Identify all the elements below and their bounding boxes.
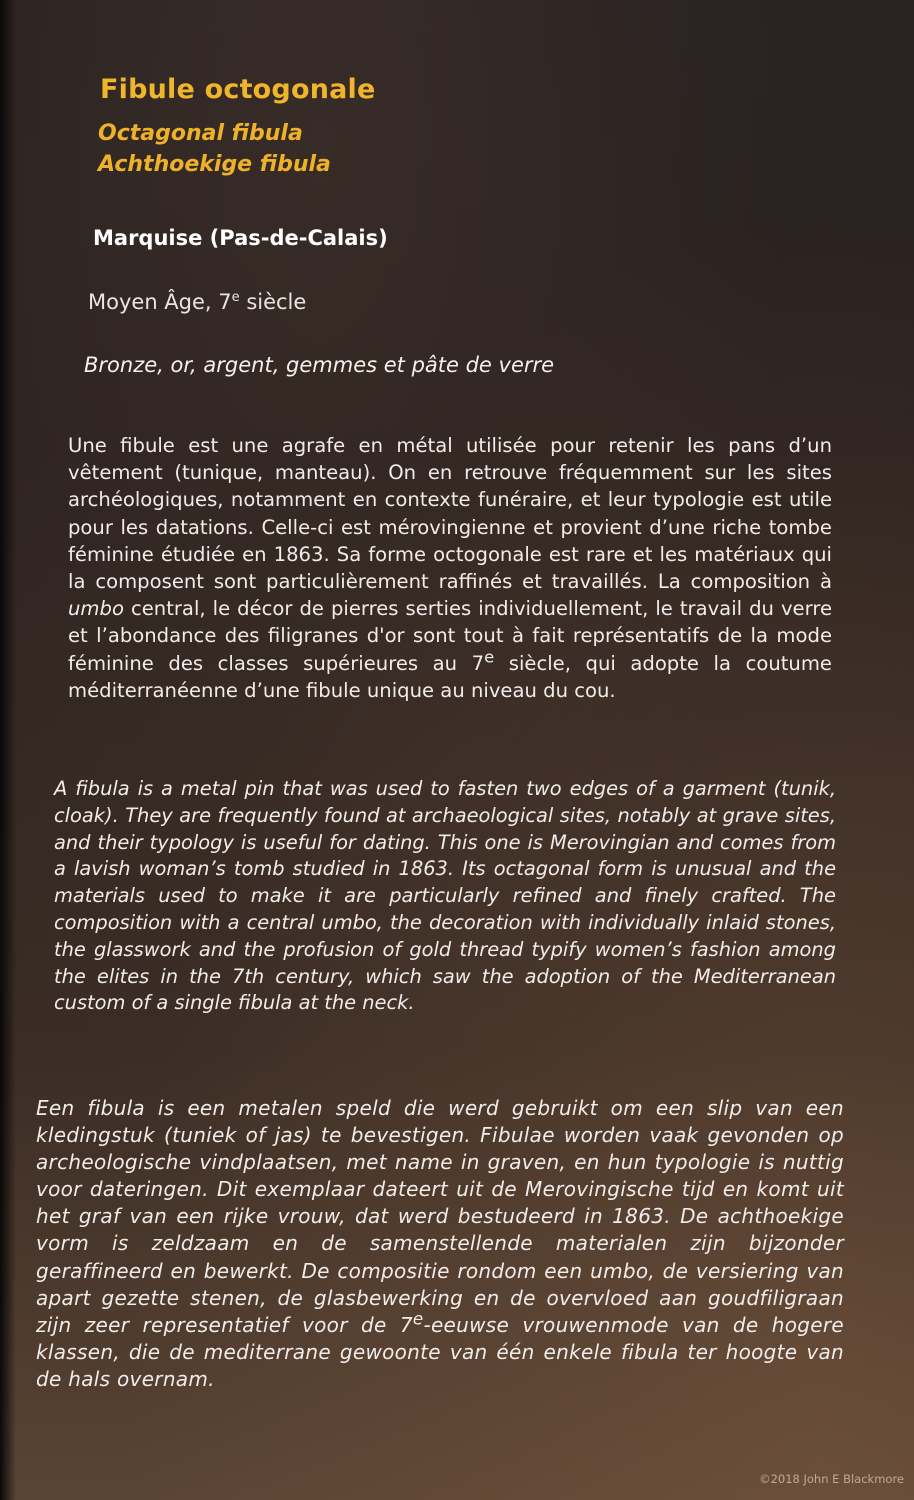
title-english: Octagonal fibula [98, 121, 303, 146]
fr-text-start: Une fibule est une agrafe en métal utilisée pour retenir les pans d’un vêtement (tunique, manteau). On en retrouve fréquemment sur les sites archéologiques, notamment en contexte funéraire, et leur typologie est utile pour les datations. Celle-ci est mérovingienne et provient d’une riche tombe féminine étudiée en 1863. Sa forme octogonale est rare et les matériaux qui la composent sont particulièrement raffinés et travaillés. La composition à [68, 434, 832, 594]
period-rest: siècle [239, 290, 307, 314]
fr-text-middle: central, le décor de pierres serties individuellement, le travail du verre et l’abondance des filigranes d'or sont tout à fait représentatifs de la mode féminine des classes supérieures au 7 [68, 597, 832, 675]
photo-copyright: ©2018 John E Blackmore [759, 1472, 904, 1486]
description-dutch [36, 1095, 844, 1393]
find-location: Marquise (Pas-de-Calais) [93, 226, 388, 250]
fr-umbo-term: umbo [68, 597, 124, 621]
period-main: Moyen Âge, 7 [88, 290, 232, 314]
title-french: Fibule octogonale [100, 74, 376, 105]
period [88, 290, 306, 314]
nl-text-start: Een fibula is een metalen speld die werd gebruikt om een slip van een kledingstuk (tuniek of jas) te bevestigen. Fibulae worden vaak gevonden op archeologische vindplaatsen, met name in graven, en hun typologie is nuttig voor dateringen. Dit exemplaar dateert uit de Merovingische tijd en komt uit het graf van een rijke vrouw, dat werd bestudeerd in 1863. De achthoekige vorm is zeldzaam en de samenstellende materialen zijn bijzonder geraffineerd en bewerkt. De compositie rondom een umbo, de versiering van apart gezette stenen, de glasbewerking en de overvloed aan goudfiligraan zijn zeer representatief voor de 7 [36, 1096, 844, 1337]
fr-superscript: e [484, 647, 495, 667]
description-french [68, 432, 832, 704]
panel-shadow-edge [0, 0, 16, 1500]
fr-text-end: siècle, qui adopte la coutume méditerranéenne d’une fibule unique au niveau du cou. [68, 651, 832, 702]
period-superscript: e [231, 290, 240, 305]
nl-superscript: e [412, 1309, 424, 1329]
title-dutch: Achthoekige fibula [98, 152, 331, 177]
description-english: A fibula is a metal pin that was used to fasten two edges of a garment (tunik, cloak). They are frequently found at archaeological sites, notably at grave sites, and their typology is useful for dating. This one is Merovingian and comes from a lavish woman’s tomb studied in 1863. Its octagonal form is unusual and the materials used to make it are particularly refined and finely crafted. The composition with a central umbo, the decoration with individually inlaid stones, the glasswork and the profusion of gold thread typify women’s fashion among the elites in the 7th century, which saw the adoption of the Mediterranean custom of a single fibula at the neck. [54, 777, 836, 1015]
nl-text-end: -eeuwse vrouwenmode van de hogere klassen, die de mediterrane gewoonte van één enkele fibula ter hoogte van de hals overnam. [36, 1312, 844, 1391]
materials: Bronze, or, argent, gemmes et pâte de verre [84, 353, 555, 377]
